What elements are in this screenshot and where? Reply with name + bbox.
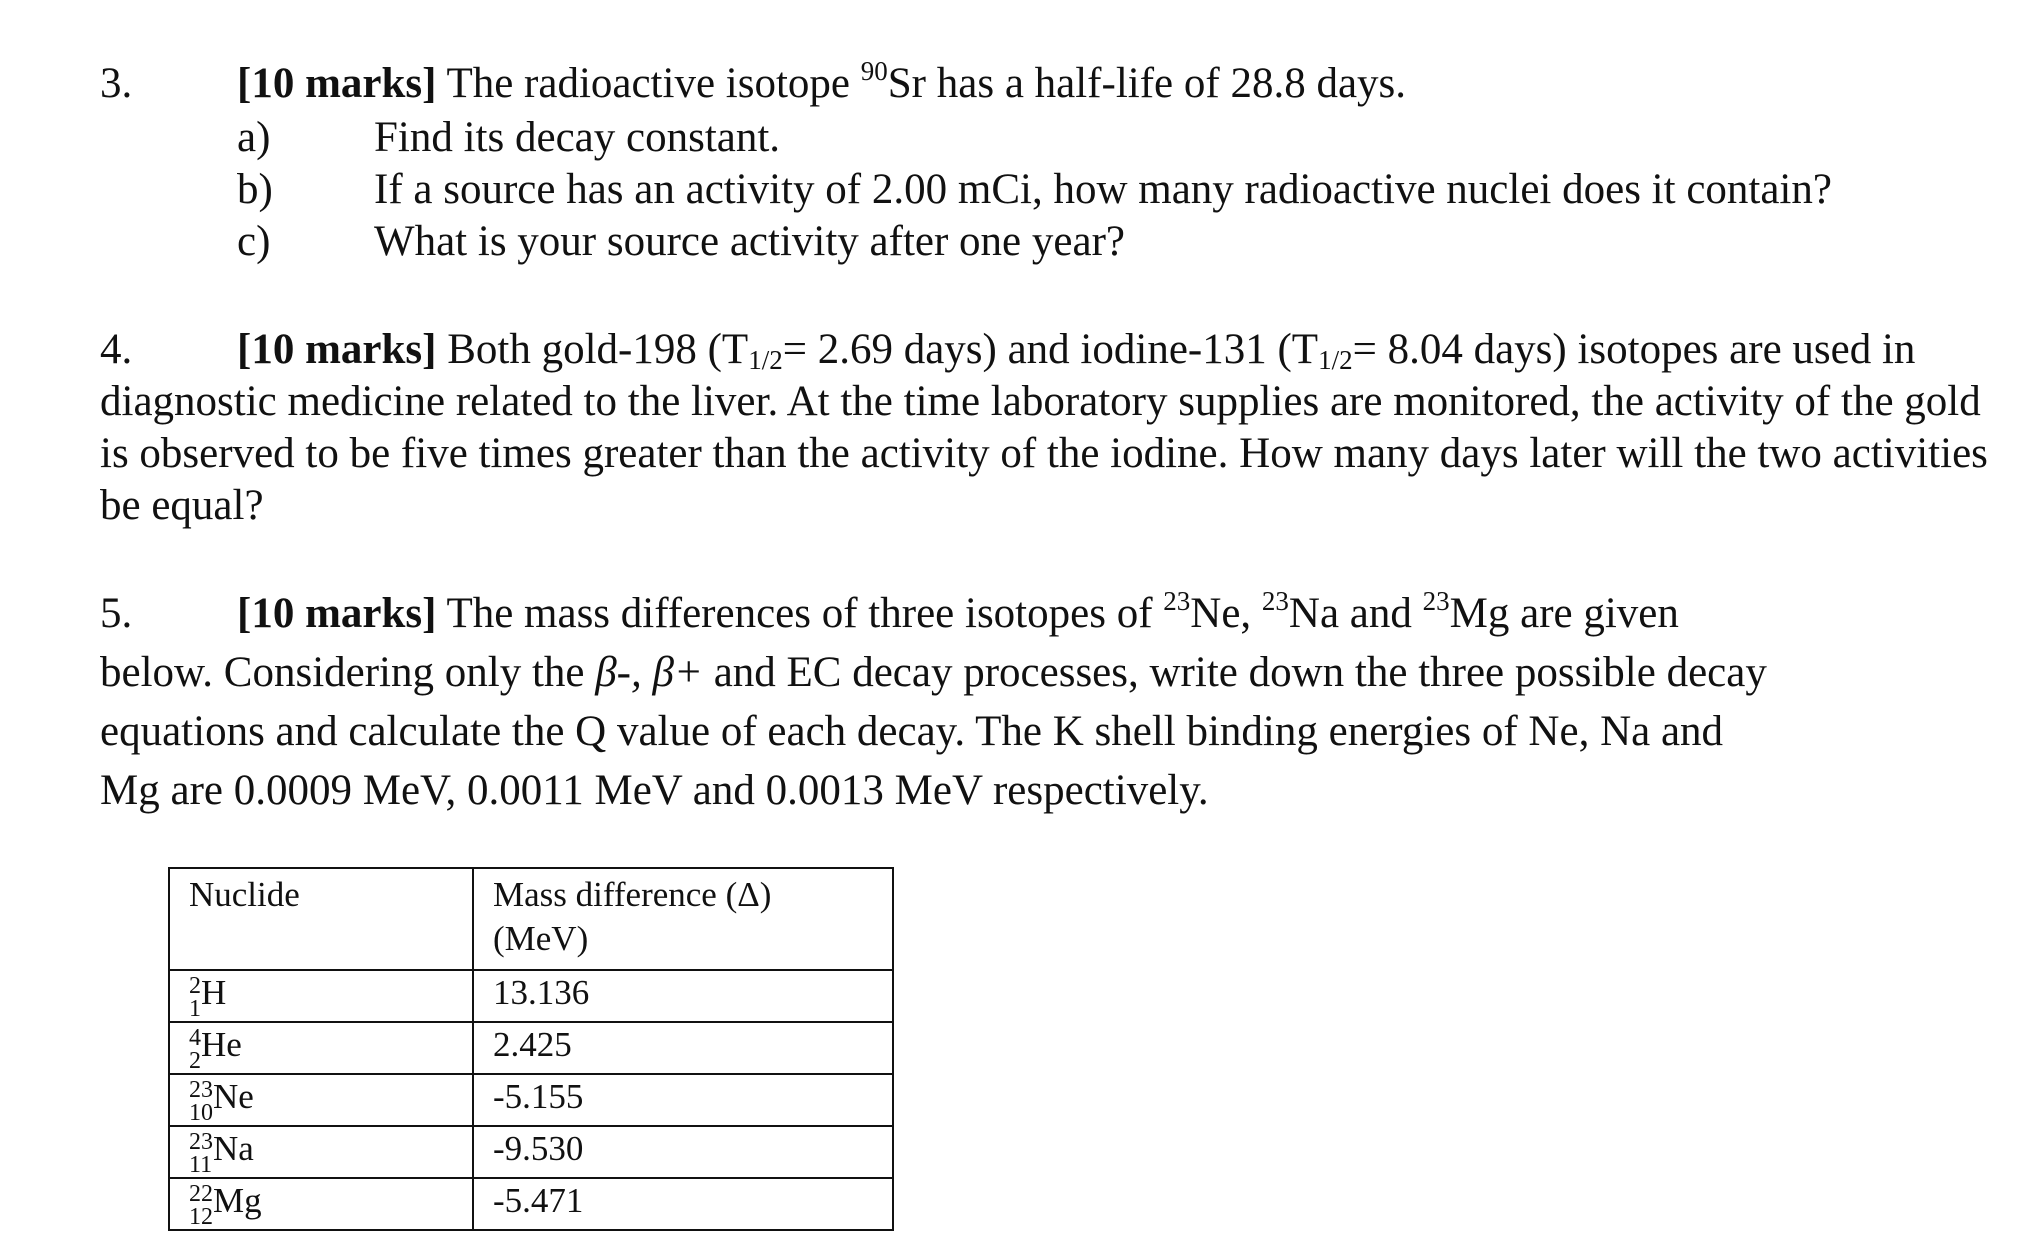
isotope-symbol: Sr xyxy=(887,60,926,107)
nuclide-cell: 23 10 Ne xyxy=(169,1074,473,1126)
nuclide-cell: 4 2 He xyxy=(169,1022,473,1074)
question-3-stem: [10 marks] The radioactive isotope $^{90}$Sr has a half-life of 28.8 days. xyxy=(237,56,1407,107)
question-number: 3. xyxy=(100,60,133,107)
part-label: b) xyxy=(237,166,273,213)
question-number: 5. xyxy=(100,590,133,637)
mass-difference-cell: -5.471 xyxy=(473,1178,893,1230)
part-text: What is your source activity after one year? xyxy=(374,218,1125,265)
marks-label: [10 marks] xyxy=(237,590,437,637)
table-row xyxy=(169,1178,893,1230)
part-text: If a source has an activity of 2.00 mCi, how many radioactive nuclei does it contain? xyxy=(374,166,1832,213)
question-3 xyxy=(100,56,2010,265)
part-text: Find its decay constant. xyxy=(374,114,781,161)
part-label: c) xyxy=(237,218,271,265)
table-row xyxy=(169,1022,893,1074)
beta-minus: β-, xyxy=(595,649,642,696)
part-label: a) xyxy=(237,114,271,161)
question-5-line-1: 5. [10 marks] The mass differences of three isotopes of $^{23}$Ne, $^{23}$Na and $^{23}$Mg are given xyxy=(100,584,2010,643)
table-row xyxy=(169,1074,893,1126)
question-number: 4. xyxy=(100,326,133,373)
header-mass-difference: Mass difference (Δ) (MeV) xyxy=(473,868,893,970)
mass-difference-cell: -5.155 xyxy=(473,1074,893,1126)
nuclide-cell: 23 11 Na xyxy=(169,1126,473,1178)
table-row xyxy=(169,1126,893,1178)
question-4 xyxy=(100,324,2010,532)
header-nuclide: Nuclide xyxy=(169,868,473,970)
marks-label: [10 marks] xyxy=(237,60,437,107)
question-4-text: 4. [10 marks] Both gold-198 ($T_{1/2}= 2.69$ days) and iodine-131 ($T_{1/2}= 8.04$ days) isotopes are used in diagnostic medicine related to the liver. At the time laboratory supplies are monitored, the activity of the gold is observed to be five times greater than the activity of the iodine. How many days later will the two activities be equal? xyxy=(100,326,1988,529)
mass-difference-cell: 2.425 xyxy=(473,1022,893,1074)
question-5-line-2: below. Considering only the β-, β+ and EC decay processes, write down the three possible decay xyxy=(100,649,1767,696)
question-5-line-3: equations and calculate the Q value of each decay. The K shell binding energies of Ne, Na and xyxy=(100,708,1724,755)
table-row xyxy=(169,970,893,1022)
mass-difference-cell: 13.136 xyxy=(473,970,893,1022)
mass-difference-cell: -9.530 xyxy=(473,1126,893,1178)
question-5 xyxy=(100,584,2010,820)
nuclide-cell: 22 12 Mg xyxy=(169,1178,473,1230)
mass-difference-table xyxy=(168,867,894,1231)
marks-label: [10 marks] xyxy=(237,326,437,373)
isotope-mass-number: 90 xyxy=(860,56,888,86)
nuclide-cell: 2 1 H xyxy=(169,970,473,1022)
question-5-line-4: Mg are 0.0009 MeV, 0.0011 MeV and 0.0013 MeV respectively. xyxy=(100,767,1209,814)
table-header-row xyxy=(169,868,893,970)
beta-plus: β+ xyxy=(652,649,703,696)
